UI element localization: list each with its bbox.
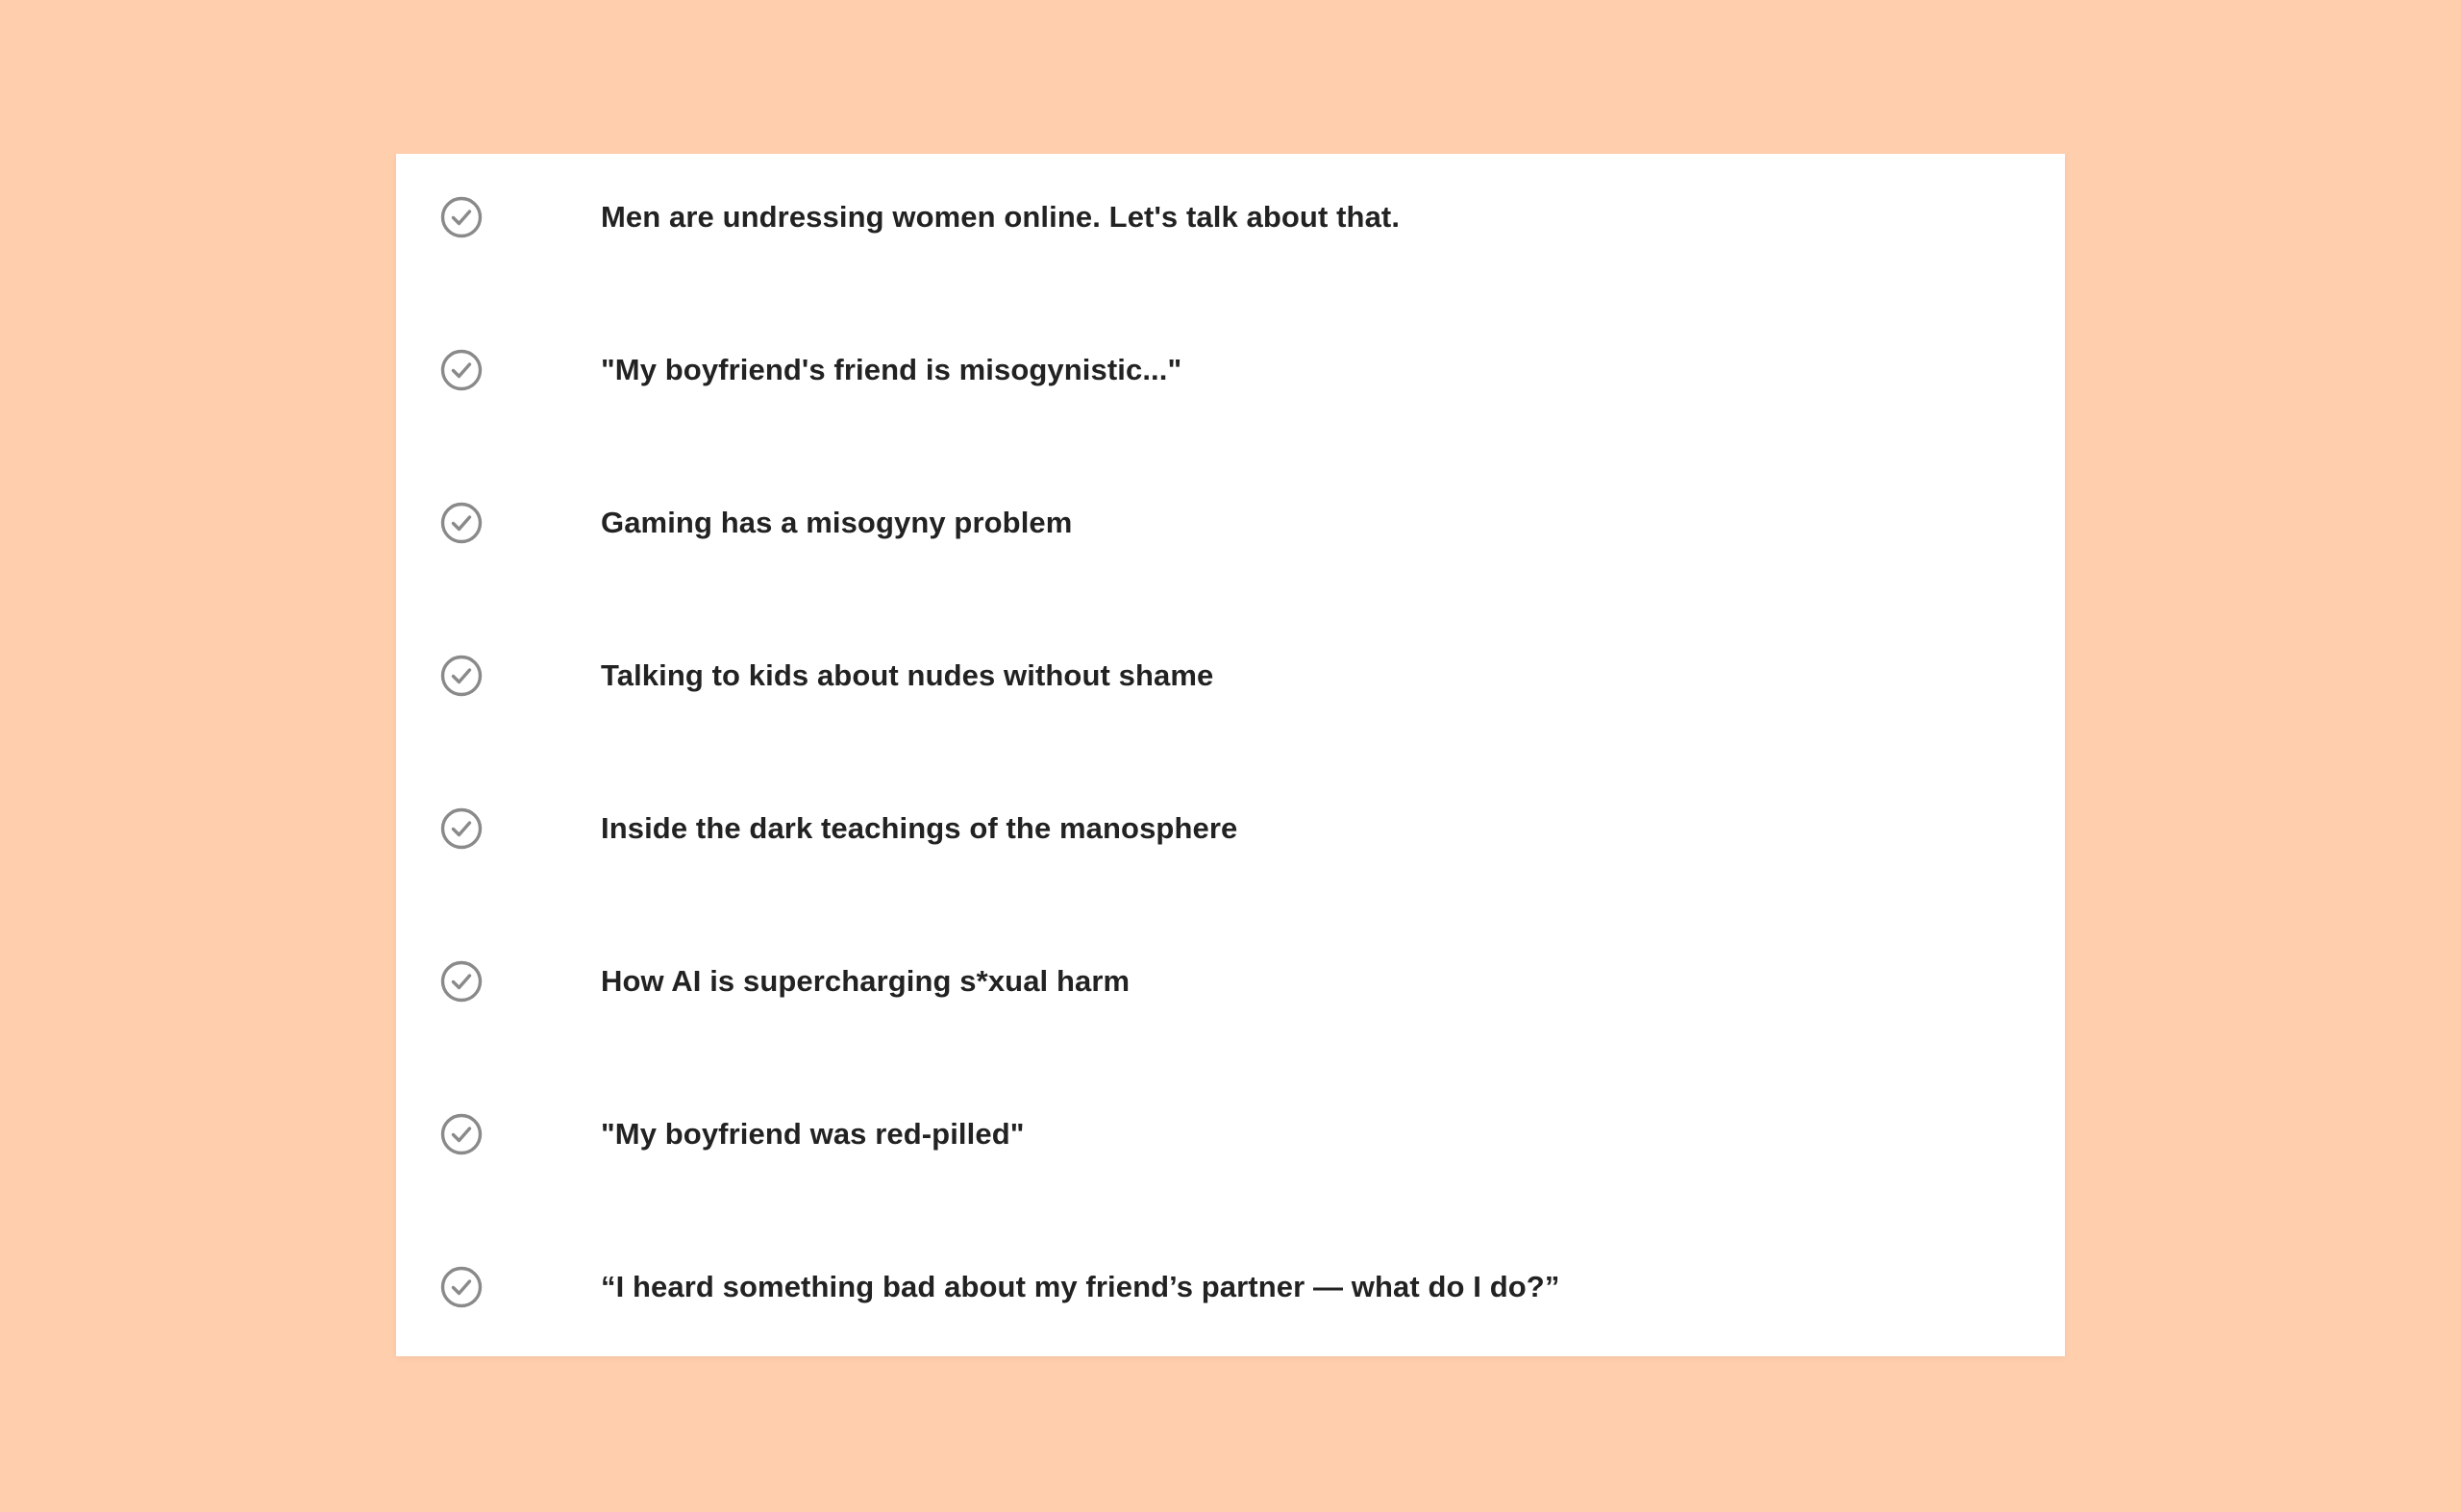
checklist-panel (396, 154, 2065, 1356)
checklist-item[interactable] (396, 1057, 2065, 1210)
checklist-item[interactable] (396, 446, 2065, 599)
checklist-item-label: How AI is supercharging s*xual harm (601, 963, 1131, 998)
check-circle-icon[interactable] (440, 1266, 483, 1308)
checklist-item[interactable] (396, 293, 2065, 446)
checklist-item-label: “I heard something bad about my friend’s partner — what do I do?” (601, 1269, 1560, 1303)
check-circle-icon[interactable] (440, 807, 483, 850)
check-circle-icon[interactable] (440, 502, 483, 544)
checklist-item[interactable] (396, 752, 2065, 905)
check-circle-icon[interactable] (440, 349, 483, 391)
checklist-item-label: "My boyfriend was red-pilled" (601, 1116, 1025, 1151)
check-circle-icon[interactable] (440, 1113, 483, 1155)
check-circle-icon[interactable] (440, 655, 483, 697)
checklist (396, 140, 2065, 1363)
checklist-item[interactable] (396, 599, 2065, 752)
checklist-item[interactable] (396, 1210, 2065, 1363)
checklist-item[interactable] (396, 140, 2065, 293)
check-circle-icon[interactable] (440, 960, 483, 1003)
check-circle-icon[interactable] (440, 196, 483, 238)
checklist-item-label: Inside the dark teachings of the manosphere (601, 810, 1238, 845)
checklist-item-label: Gaming has a misogyny problem (601, 505, 1073, 539)
checklist-item[interactable] (396, 905, 2065, 1057)
checklist-item-label: "My boyfriend's friend is misogynistic..." (601, 352, 1182, 386)
checklist-item-label: Men are undressing women online. Let's talk about that. (601, 199, 1401, 234)
checklist-item-label: Talking to kids about nudes without shame (601, 657, 1214, 692)
